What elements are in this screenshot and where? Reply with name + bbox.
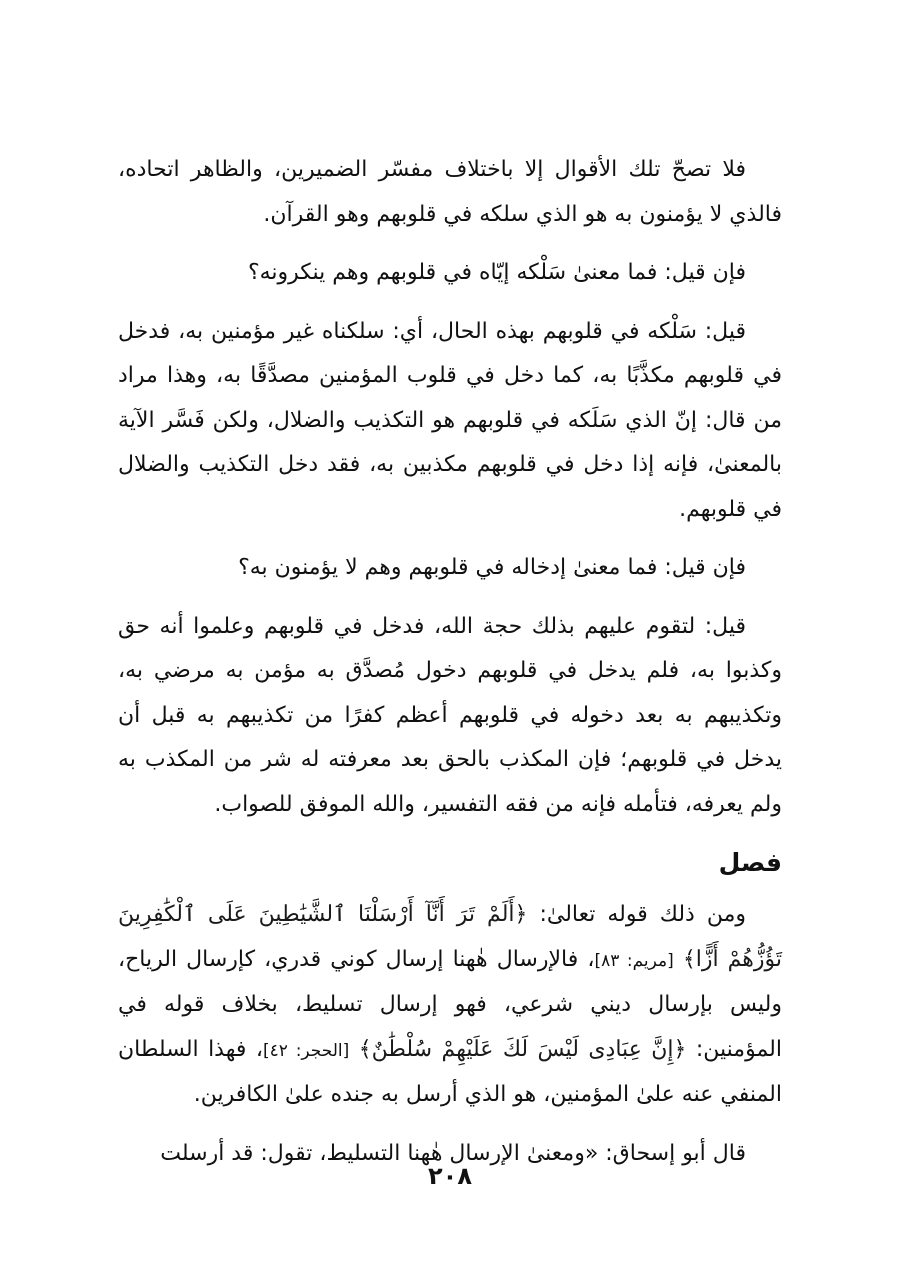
quran-verse-2: إِنَّ عِبَادِى لَيْسَ لَكَ عَلَيْهِمْ سُلْطَٰنٌ [371, 1036, 674, 1062]
open-bracket-1: ﴿ [514, 902, 528, 927]
section-paragraph-2: قال أبو إسحاق: «ومعنىٰ الإرسال هٰهنا التسليط، تقول: قد أرسلت [160, 1140, 746, 1166]
paragraph-1: فلا تصحّ تلك الأقوال إلا باختلاف مفسّر الضميرين، والظاهر اتحاده، فالذي لا يؤمنون به هو الذي سلكه في قلوبهم وهو القرآن. [118, 157, 782, 227]
open-bracket-2: ﴿ [673, 1036, 687, 1062]
section-paragraph-1 [118, 893, 782, 1118]
section-heading: فصل [718, 848, 782, 877]
paragraph-2-question: فإن قيل: فما معنىٰ سَلْكه إيّاه في قلوبهم وهم ينكرونه؟ [247, 260, 746, 285]
section-end-text: ، فهذا السلطان المنفي عنه علىٰ المؤمنين، هو الذي أرسل به جنده علىٰ الكافرين. [118, 1036, 782, 1107]
verse-reference-2: [الحجر: ٤٢] [262, 1040, 350, 1061]
paragraph-4-question: فإن قيل: فما معنىٰ إدخاله في قلوبهم وهم لا يؤمنون به؟ [238, 555, 746, 580]
paragraph-3-answer: قيل: سَلْكه في قلوبهم بهذه الحال، أي: سلكناه غير مؤمنين به، فدخل في قلوبهم مكذَّبًا به، كما دخل في قلوب المؤمنين مصدَّقًا به، وهذا مراد من قال: إنّ الذي سَلَكه في قلوبهم هو التكذيب والضلال، ولكن فَسَّر الآية بالمعنىٰ، فإنه إذا دخل في قلوبهم مكذبين به، فقد دخل التكذيب والضلال في قلوبهم. [118, 318, 782, 522]
section-middle-text: ، فالإرسال هٰهنا إرسال كوني قدري، كإرسال الرياح، وليس بإرسال ديني شرعي، فهو إرسال تسليط، بخلاف قوله في المؤمنين: [118, 946, 782, 1062]
page-number: ٢٠٨ [428, 1162, 472, 1190]
body-text [118, 148, 782, 1176]
paragraph-5-answer: قيل: لتقوم عليهم بذلك حجة الله، فدخل في قلوبهم وعلموا أنه حق وكذبوا به، فلم يدخل في قلوبهم دخول مُصدَّق به مؤمن به مرضي به، وتكذيبهم به بعد دخوله في قلوبهم أعظم كفرًا من تكذيبهم به قبل أن يدخل في قلوبهم؛ فإن المكذب بالحق بعد معرفته له شر من المكذب به ولم يعرفه، فتأمله فإنه من فقه التفسير، والله الموفق للصواب. [118, 613, 782, 817]
verse-reference-1: [مريم: ٨٣] [594, 950, 674, 971]
section-intro: ومن ذلك قوله تعالىٰ: [539, 902, 746, 927]
close-bracket-1: ﴾ [682, 946, 696, 972]
close-bracket-2: ﴾ [358, 1036, 372, 1062]
quran-verse-1: أَلَمْ تَرَ أَنَّآ أَرْسَلْنَا ٱلشَّيَٰطِينَ عَلَى ٱلْكَٰفِرِينَ تَؤُزُّهُمْ أَزًّا [118, 902, 783, 972]
